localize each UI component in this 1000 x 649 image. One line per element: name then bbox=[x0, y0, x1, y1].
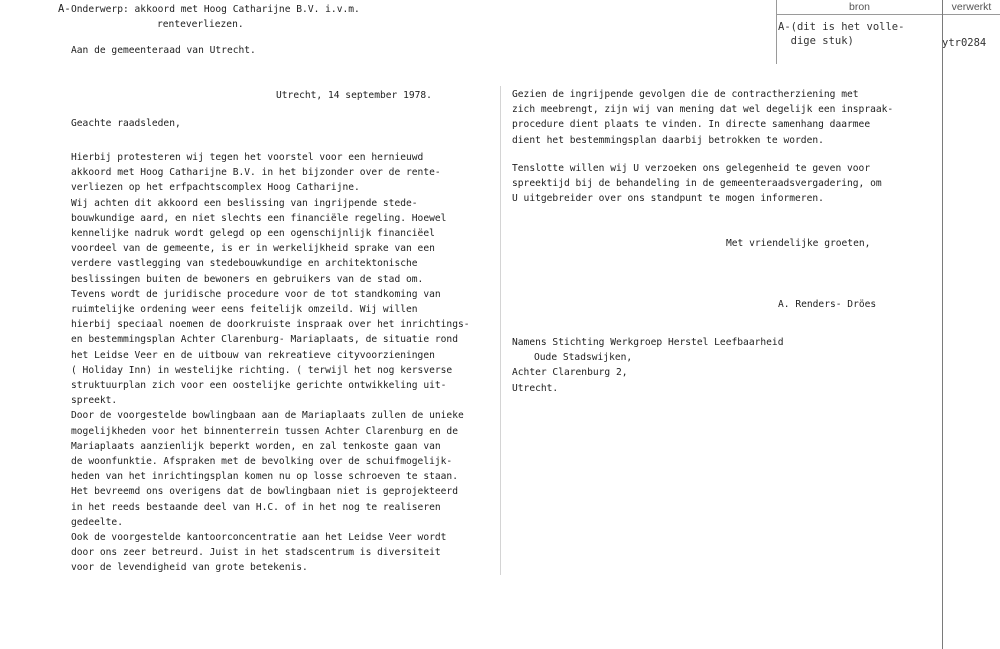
closing: Met vriendelijke groeten, bbox=[726, 238, 871, 249]
stamp-divider-horizontal bbox=[776, 14, 1000, 15]
date-line: Utrecht, 14 september 1978. bbox=[276, 90, 432, 101]
column-divider bbox=[500, 86, 501, 575]
paragraph-spreektijd: Tenslotte willen wij U verzoeken ons gelegenheid te geven voor spreektijd bij de behandeling in de gemeenteraadsvergadering, om U uitgebreider over ons standpunt te mogen informeren. bbox=[512, 163, 882, 205]
stamp-verwerkt-value: ytr0284 bbox=[942, 37, 987, 49]
letter-body: Hierbij protesteren wij tegen het voorstel voor een hernieuwd akkoord met Hoog Catharijne B.V. in het bijzonder over de rente- verliezen op het erfpachtscomplex Hoog Catharijne. Wij achten dit akkoord een beslissing van ingrijpende stede- bouwkundige aard, en niet slechts een financiële regeling. Hoewel kennelijke nadruk wordt gelegd op een ogenschijnlijk financiëel voordeel van de gemeente, is er in werkelijkheid sprake van een verdere vastlegging van stedebouwkundige en architektonische beslissingen buiten de bewoners en gebruikers van de stad om. Tevens wordt de juridische procedure voor de tot standkoming van ruimtelijke ordening weer eens feitelijk omzeild. Wij willen hierbij speciaal noemen de doorkruiste inspraak over het inrichtings- en bestemmingsplan Achter Clarenburg- Mariaplaats, de situatie rond het Leidse Veer en de uitbouw van rekreatieve cityvoorzieningen ( Holiday Inn) in westelijke richting. ( terwijl het nog kersverse struktuurplan zich voor een oostelijke gerichte ontwikkeling uit- spreekt. Door de voorgestelde bowlingbaan aan de Mariaplaats zullen de unieke mogelijkheden voor het binnenterrein tussen Achter Clarenburg en de Mariaplaats aanzienlijk beperkt worden, en zal tenkoste gaan van de woonfunktie. Afspraken met de bevolking over de schuifmogelijk- heden van het inrichtingsplan komen nu op losse schroeven te staan. Het bevreemd ons overigens dat de bowlingbaan niet is geprojekteerd in het reeds bestaande deel van H.C. of in het nog te realiseren gedeelte. Ook de voorgestelde kantoorconcentratie aan het Leidse Veer wordt door ons zeer betreurd. Juist in het stadscentrum is diversiteit voor de levendigheid van grote betekenis. bbox=[71, 152, 470, 574]
sender-organisation bbox=[512, 335, 783, 396]
org-line-1: Namens Stichting Werkgroep Herstel Leefbaarheid bbox=[512, 337, 784, 348]
org-line-4: Utrecht. bbox=[512, 382, 559, 394]
org-line-2: Oude Stadswijken, bbox=[534, 352, 633, 364]
subject-line-2: renteverliezen. bbox=[157, 19, 244, 31]
org-line-3: Achter Clarenburg 2, bbox=[512, 367, 628, 379]
stamp-bron-value: A-(dit is het volle- dige stuk) bbox=[778, 21, 905, 47]
subject-line-1: Onderwerp: akkoord met Hoog Catharijne B.V. i.v.m. bbox=[71, 4, 360, 15]
paragraph-inspraak: Gezien de ingrijpende gevolgen die de contractherziening met zich meebrengt, zijn wij van mening dat wel degelijk een inspraak- procedure dient plaats te vinden. In directe samenhang daarmee dient het bestemmingsplan daarbij betrokken te worden. bbox=[512, 89, 894, 146]
addressee: Aan de gemeenteraad van Utrecht. bbox=[71, 45, 256, 56]
stamp-bron-label: bron bbox=[848, 1, 870, 13]
subject bbox=[71, 2, 360, 32]
stamp-divider-verwerkt bbox=[942, 0, 943, 649]
signature: A. Renders- Dröes bbox=[778, 299, 877, 310]
salutation: Geachte raadsleden, bbox=[71, 118, 181, 129]
stamp-verwerkt-label: verwerkt bbox=[951, 1, 992, 13]
document-marker: A- bbox=[58, 3, 71, 15]
